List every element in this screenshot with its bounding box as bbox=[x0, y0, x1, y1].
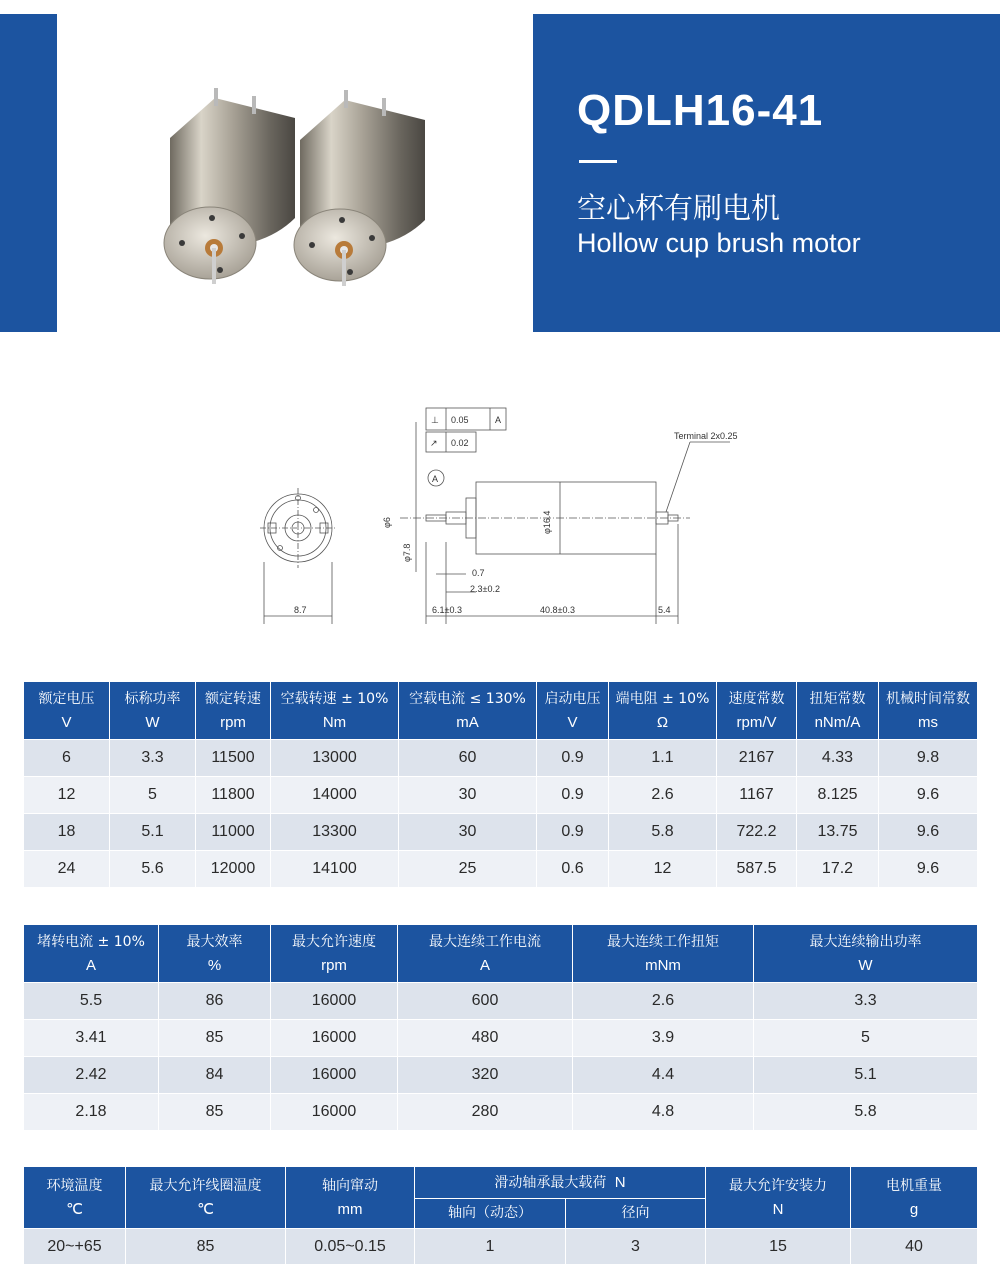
header-max-efficiency: 最大效率 % bbox=[159, 925, 271, 983]
table-cell: 3 bbox=[566, 1229, 706, 1265]
header-torque-constant: 扭矩常数 nNm/A bbox=[797, 682, 879, 740]
svg-text:↗: ↗ bbox=[430, 438, 438, 448]
motor-product-photo bbox=[160, 78, 500, 300]
table-row bbox=[24, 1094, 978, 1131]
table-cell: 84 bbox=[159, 1057, 271, 1094]
table-cell: 12 bbox=[24, 777, 110, 814]
table-cell: 0.6 bbox=[537, 851, 609, 888]
dim-40-8: 40.8±0.3 bbox=[540, 605, 575, 615]
table-row bbox=[24, 1229, 978, 1265]
table-row bbox=[24, 777, 978, 814]
table-cell: 5 bbox=[110, 777, 196, 814]
table-cell: 14100 bbox=[271, 851, 399, 888]
title-divider bbox=[579, 160, 617, 163]
flatness-datum: A bbox=[495, 415, 502, 425]
table-cell: 9.6 bbox=[879, 814, 978, 851]
table-cell: 1167 bbox=[717, 777, 797, 814]
table-cell: 16000 bbox=[271, 1020, 398, 1057]
table-cell: 9.6 bbox=[879, 851, 978, 888]
table-cell: 2.18 bbox=[24, 1094, 159, 1131]
header-no-load-current: 空载电流 ≤ 130% mA bbox=[399, 682, 537, 740]
shaft-diameter: φ6 bbox=[382, 517, 392, 528]
table-cell: 14000 bbox=[271, 777, 399, 814]
product-name-en: Hollow cup brush motor bbox=[577, 228, 861, 258]
header-mech-time-constant: 机械时间常数 ms bbox=[879, 682, 978, 740]
table-cell: 5.6 bbox=[110, 851, 196, 888]
table-cell: 600 bbox=[398, 983, 573, 1020]
title-panel bbox=[533, 14, 1000, 332]
header-nominal-power: 标称功率 W bbox=[110, 682, 196, 740]
table-cell: 86 bbox=[159, 983, 271, 1020]
table-cell: 2167 bbox=[717, 740, 797, 777]
header-max-cont-power: 最大连续输出功率 W bbox=[754, 925, 978, 983]
svg-text:⊥: ⊥ bbox=[431, 415, 439, 425]
table-cell: 3.9 bbox=[573, 1020, 754, 1057]
table-cell: 0.9 bbox=[537, 814, 609, 851]
header-max-mount-force: 最大允许安装力 N bbox=[706, 1167, 851, 1229]
header-max-coil-temp: 最大允许线圈温度 ℃ bbox=[126, 1167, 286, 1229]
table-cell: 2.6 bbox=[609, 777, 717, 814]
table-cell: 4.8 bbox=[573, 1094, 754, 1131]
table-cell: 5.8 bbox=[609, 814, 717, 851]
table-cell: 24 bbox=[24, 851, 110, 888]
table-cell: 12000 bbox=[196, 851, 271, 888]
motor-left bbox=[164, 88, 295, 284]
table-cell: 5 bbox=[754, 1020, 978, 1057]
runout-value: 0.02 bbox=[451, 438, 469, 448]
table-cell: 5.1 bbox=[110, 814, 196, 851]
table-cell: 3.3 bbox=[110, 740, 196, 777]
technical-drawing bbox=[250, 402, 750, 634]
spec-table-limits bbox=[23, 924, 978, 1131]
table-cell: 30 bbox=[399, 814, 537, 851]
header-rated-speed: 额定转速 rpm bbox=[196, 682, 271, 740]
table-row bbox=[24, 740, 978, 777]
table-cell: 12 bbox=[609, 851, 717, 888]
header-radial: 径向 bbox=[566, 1199, 706, 1229]
header-stall-current: 堵转电流 ± 10% A bbox=[24, 925, 159, 983]
spec-table-electrical bbox=[23, 681, 978, 888]
table-cell: 5.1 bbox=[754, 1057, 978, 1094]
table-cell: 13.75 bbox=[797, 814, 879, 851]
table-cell: 5.5 bbox=[24, 983, 159, 1020]
dim-2-3: 2.3±0.2 bbox=[470, 584, 500, 594]
table-row bbox=[24, 851, 978, 888]
dim-0-7: 0.7 bbox=[472, 568, 485, 578]
table-cell: 25 bbox=[399, 851, 537, 888]
table-cell: 11800 bbox=[196, 777, 271, 814]
dim-5-4: 5.4 bbox=[658, 605, 671, 615]
table-row bbox=[24, 1057, 978, 1094]
header-max-cont-current: 最大连续工作电流 A bbox=[398, 925, 573, 983]
flatness-value: 0.05 bbox=[451, 415, 469, 425]
boss-diameter: φ7.8 bbox=[402, 543, 412, 562]
header-bearing-load: 滑动轴承最大载荷 N bbox=[415, 1167, 706, 1199]
header-rated-voltage: 额定电压 V bbox=[24, 682, 110, 740]
table-cell: 4.4 bbox=[573, 1057, 754, 1094]
table-cell: 20~+65 bbox=[24, 1229, 126, 1265]
table-row bbox=[24, 983, 978, 1020]
table-cell: 4.33 bbox=[797, 740, 879, 777]
end-view bbox=[260, 488, 336, 624]
header-max-cont-torque: 最大连续工作扭矩 mNm bbox=[573, 925, 754, 983]
table-cell: 0.9 bbox=[537, 777, 609, 814]
table-header-row bbox=[24, 1167, 978, 1199]
spec-table-mechanical bbox=[23, 1166, 978, 1265]
table-cell: 16000 bbox=[271, 1057, 398, 1094]
table-cell: 13300 bbox=[271, 814, 399, 851]
table-header-row bbox=[24, 925, 978, 983]
motor-right bbox=[294, 90, 425, 286]
table-cell: 18 bbox=[24, 814, 110, 851]
header-speed-constant: 速度常数 rpm/V bbox=[717, 682, 797, 740]
table-cell: 320 bbox=[398, 1057, 573, 1094]
table-cell: 587.5 bbox=[717, 851, 797, 888]
table-cell: 8.125 bbox=[797, 777, 879, 814]
header-ambient-temp: 环境温度 ℃ bbox=[24, 1167, 126, 1229]
dim-8-7: 8.7 bbox=[294, 605, 307, 615]
header-terminal-resistance: 端电阻 ± 10% Ω bbox=[609, 682, 717, 740]
header-no-load-speed: 空载转速 ± 10% Nm bbox=[271, 682, 399, 740]
left-accent-bar bbox=[0, 14, 57, 332]
table-cell: 15 bbox=[706, 1229, 851, 1265]
table-cell: 13000 bbox=[271, 740, 399, 777]
table-cell: 85 bbox=[126, 1229, 286, 1265]
model-number: QDLH16-41 bbox=[577, 86, 824, 135]
table-cell: 3.41 bbox=[24, 1020, 159, 1057]
table-cell: 0.9 bbox=[537, 740, 609, 777]
table-cell: 0.05~0.15 bbox=[286, 1229, 415, 1265]
body-diameter: φ16.4 bbox=[542, 510, 552, 534]
dim-6-1: 6.1±0.3 bbox=[432, 605, 462, 615]
table-cell: 6 bbox=[24, 740, 110, 777]
table-row bbox=[24, 814, 978, 851]
table-cell: 11000 bbox=[196, 814, 271, 851]
table-header-row bbox=[24, 682, 978, 740]
table-row bbox=[24, 1020, 978, 1057]
table-cell: 85 bbox=[159, 1020, 271, 1057]
table-cell: 60 bbox=[399, 740, 537, 777]
table-cell: 9.8 bbox=[879, 740, 978, 777]
table-cell: 11500 bbox=[196, 740, 271, 777]
product-name-cn: 空心杯有刷电机 bbox=[577, 191, 781, 225]
table-cell: 40 bbox=[851, 1229, 978, 1265]
header-max-speed: 最大允许速度 rpm bbox=[271, 925, 398, 983]
header-starting-voltage: 启动电压 V bbox=[537, 682, 609, 740]
table-cell: 480 bbox=[398, 1020, 573, 1057]
table-cell: 16000 bbox=[271, 983, 398, 1020]
table-cell: 9.6 bbox=[879, 777, 978, 814]
table-cell: 30 bbox=[399, 777, 537, 814]
terminal-label: Terminal 2x0.25 bbox=[674, 431, 738, 441]
table-cell: 1.1 bbox=[609, 740, 717, 777]
side-view bbox=[382, 408, 738, 624]
table-cell: 2.42 bbox=[24, 1057, 159, 1094]
table-cell: 722.2 bbox=[717, 814, 797, 851]
table-cell: 2.6 bbox=[573, 983, 754, 1020]
table-cell: 5.8 bbox=[754, 1094, 978, 1131]
header-motor-weight: 电机重量 g bbox=[851, 1167, 978, 1229]
table-cell: 280 bbox=[398, 1094, 573, 1131]
table-cell: 1 bbox=[415, 1229, 566, 1265]
datum-marker: A bbox=[432, 474, 439, 484]
table-cell: 85 bbox=[159, 1094, 271, 1131]
table-cell: 17.2 bbox=[797, 851, 879, 888]
table-cell: 3.3 bbox=[754, 983, 978, 1020]
table-cell: 16000 bbox=[271, 1094, 398, 1131]
header-axial-dynamic: 轴向（动态） bbox=[415, 1199, 566, 1229]
header-axial-play: 轴向窜动 mm bbox=[286, 1167, 415, 1229]
